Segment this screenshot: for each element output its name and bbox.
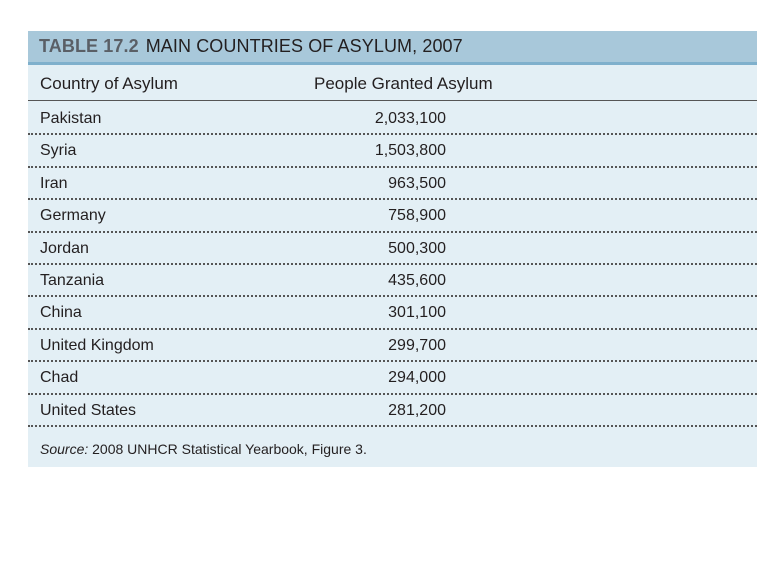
table-row (28, 297, 757, 329)
country-cell: Syria (40, 142, 77, 160)
table-source-note (40, 441, 367, 457)
asylum-table (28, 31, 757, 467)
people-cell: 963,500 (388, 174, 446, 192)
country-cell: Tanzania (40, 271, 105, 289)
table-row (28, 265, 757, 297)
table-number: TABLE 17.2 (39, 36, 139, 56)
country-cell: United Kingdom (40, 336, 154, 354)
country-cell: Iran (40, 174, 68, 192)
table-title-bar (28, 31, 757, 65)
country-cell: China (40, 304, 82, 322)
table-row (28, 233, 757, 265)
people-cell: 2,033,100 (374, 110, 446, 127)
table-row (28, 362, 757, 394)
table-row (28, 330, 757, 362)
people-cell: 281,200 (388, 401, 446, 419)
table-body (28, 101, 757, 427)
column-header-people: People Granted Asylum (314, 74, 493, 93)
country-cell: United States (40, 401, 137, 419)
country-cell: Pakistan (40, 110, 102, 127)
country-cell: Germany (40, 207, 106, 225)
country-cell: Jordan (40, 239, 89, 257)
people-cell: 435,600 (388, 271, 446, 289)
people-cell: 299,700 (388, 336, 446, 354)
source-text: 2008 UNHCR Statistical Yearbook, Figure 3. (88, 441, 367, 457)
table-row (28, 135, 757, 167)
people-cell: 301,100 (388, 304, 446, 322)
table-header-row (28, 65, 757, 101)
column-header-country: Country of Asylum (40, 74, 178, 93)
people-cell: 500,300 (388, 239, 446, 257)
table-row (28, 168, 757, 200)
people-cell: 294,000 (388, 369, 446, 387)
people-cell: 758,900 (388, 207, 446, 225)
table-title: MAIN COUNTRIES OF ASYLUM, 2007 (145, 36, 463, 56)
people-cell: 1,503,800 (374, 142, 446, 160)
table-row (28, 395, 757, 427)
table-row (28, 200, 757, 232)
country-cell: Chad (40, 369, 79, 387)
table-row (28, 103, 757, 135)
source-label: Source: (40, 441, 89, 457)
